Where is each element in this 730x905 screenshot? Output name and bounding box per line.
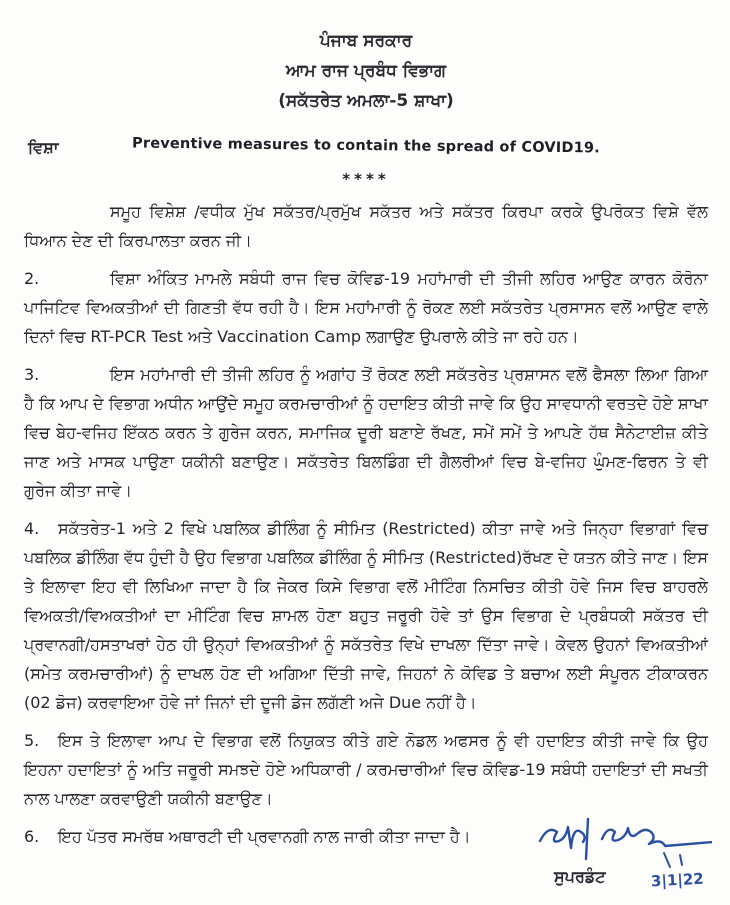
signature-title: ਸੁਪਰਡੰਟ <box>554 867 606 886</box>
paragraph-4 <box>24 514 708 717</box>
department-name: ਆਮ ਰਾਜ ਪ੍ਰਬੰਧ ਵਿਭਾਗ <box>286 61 446 81</box>
paragraph-2 <box>24 264 708 351</box>
subject-row <box>24 135 708 164</box>
paragraph-number: 6. <box>24 827 40 846</box>
paragraph-number: 2. <box>24 269 40 288</box>
paragraph-5 <box>24 726 708 813</box>
paragraph-1 <box>24 197 708 255</box>
paragraph-text: ਇਹ ਪੱਤਰ ਸਮਰੱਥ ਅਥਾਰਟੀ ਦੀ ਪ੍ਰਵਾਨਗੀ ਨਾਲ ਜਾਰੀ ਕੀਤਾ ਜਾਦਾ ਹੈ। <box>58 827 471 846</box>
subject-separator: **** <box>342 170 390 188</box>
subject-label: ਵਿਸ਼ਾ <box>28 138 59 157</box>
signature-block <box>512 809 712 893</box>
org-name: ਪੰਜਾਬ ਸਰਕਾਰ <box>319 31 413 51</box>
paragraph-text: ਇਸ ਤੇ ਇਲਾਵਾ ਆਪ ਦੇ ਵਿਭਾਗ ਵਲੋਂ ਨਿਯੁਕਤ ਕੀਤੇ ਗਏ ਨੋਡਲ ਅਫਸਰ ਨੂੰ ਵੀ ਹਦਾਇਤ ਕੀਤੀ ਜਾਵੇ ਕਿ ਉਹ ਇਹਨਾ ਹਦਾਇਤਾਂ ਨੂੰ ਅਤਿ ਜਰੂਰੀ ਸਮਝਦੇ ਹੋਏ ਅਧਿਕਾਰੀ / ਕਰਮਚਾਰੀਆਂ ਵਿਚ ਕੋਵਿਡ-19 ਸਬੰਧੀ ਹਦਾਇਤਾਂ ਦੀ ਸਖਤੀ ਨਾਲ ਪਾਲਣਾ ਕਰਵਾਉਣੀ ਯਕੀਨੀ ਬਣਾਉਣ। <box>24 731 708 808</box>
paragraph-number: 4. <box>24 519 40 538</box>
paragraph-text: ਸਮੂਹ ਵਿਸ਼ੇਸ਼ /ਵਧੀਕ ਮੁੱਖ ਸਕੱਤਰ/ਪ੍ਰਮੁੱਖ ਸਕੱਤਰ ਅਤੇ ਸਕੱਤਰ ਕਿਰਪਾ ਕਰਕੇ ਉਪਰੋਕਤ ਵਿਸ਼ੇ ਵੱਲ ਧਿਆਨ ਦੇਣ ਦੀ ਕਿਰਪਾਲਤਾ ਕਰਨ ਜੀ। <box>24 202 708 250</box>
paragraph-3 <box>24 360 708 505</box>
paragraph-number: 3. <box>24 365 40 384</box>
handwritten-signature-icon <box>522 809 712 871</box>
signature-date: 3|1|22 <box>650 869 705 891</box>
paragraph-text: ਇਸ ਮਹਾਂਮਾਰੀ ਦੀ ਤੀਜੀ ਲਹਿਰ ਨੂੰ ਅਗਾਂਹ ਤੋਂ ਰੋਕਣ ਲਈ ਸਕੱਤਰੇਤ ਪ੍ਰਸ਼ਾਸਨ ਵਲੋਂ ਫੈਸਲਾ ਲਿਆ ਗਿਆ ਹੈ ਕਿ ਆਪ ਦੇ ਵਿਭਾਗ ਅਧੀਨ ਆਉਂਦੇ ਸਮੂਹ ਕਰਮਚਾਰੀਆਂ ਨੂੰ ਹਦਾਇਤ ਕੀਤੀ ਜਾਵੇ ਕਿ ਉਹ ਸਾਵਧਾਨੀ ਵਰਤਦੇ ਹੋਏ ਸ਼ਾਖਾ ਵਿਚ ਬੇਹ-ਵਜਿਹ ਇੱਕਠ ਕਰਨ ਤੇ ਗੁਰੇਜ ਕਰਨ, ਸਮਾਜਿਕ ਦੂਰੀ ਬਣਾਏ ਰੱਖਣ, ਸਮੇਂ ਸਮੇਂ ਤੇ ਆਪਣੇ ਹੱਥ ਸੈਨੇਟਾਈਜ਼ ਕੀਤੇ ਜਾਣ ਅਤੇ ਮਾਸਕ ਪਾਉਣਾ ਯਕੀਨੀ ਬਣਾਉਣ। ਸਕੱਤਰੇਤ ਬਿਲਡਿੰਗ ਦੀ ਗੈਲਰੀਆਂ ਵਿਚ ਬੇ-ਵਜਿਹ ਘੁੰਮਣ-ਫਿਰਨ ਤੇ ਵੀ ਗੁਰੇਜ ਕੀਤਾ ਜਾਵੇ। <box>24 365 708 500</box>
subject-text: Preventive measures to contain the spread of COVID19. <box>131 135 601 157</box>
branch-name: (ਸਕੱਤਰੇਤ ਅਮਲਾ-5 ਸ਼ਾਖਾ) <box>278 91 454 111</box>
paragraph-number: 5. <box>24 731 40 750</box>
paragraph-text: ਸਕੱਤਰੇਤ-1 ਅਤੇ 2 ਵਿਖੇ ਪਬਲਿਕ ਡੀਲਿੰਗ ਨੂੰ ਸੀਮਿਤ (Restricted) ਕੀਤਾ ਜਾਵੇ ਅਤੇ ਜਿਨ੍ਹਾ ਵਿਭਾਗਾਂ ਵਿਚ ਪਬਲਿਕ ਡੀਲਿੰਗ ਵੱਧ ਹੁੰਦੀ ਹੈ ਉਹ ਵਿਭਾਗ ਪਬਲਿਕ ਡੀਲਿੰਗ ਨੂੰ ਸੀਮਿਤ (Restricted)ਰੱਖਣ ਦੇ ਯਤਨ ਕੀਤੇ ਜਾਣ। ਇਸ ਤੇ ਇਲਾਵਾ ਇਹ ਵੀ ਲਿਖਿਆ ਜਾਦਾ ਹੈ ਕਿ ਜੇਕਰ ਕਿਸੇ ਵਿਭਾਗ ਵਲੋਂ ਮੀਟਿੰਗ ਨਿਸਚਿਤ ਕੀਤੀ ਹੋਵੇ ਜਿਸ ਵਿਚ ਬਾਹਰਲੇ ਵਿਅਕਤੀ/ਵਿਅਕਤੀਆਂ ਦਾ ਮੀਟਿੰਗ ਵਿਚ ਸ਼ਾਮਲ ਹੋਣਾ ਬਹੁਤ ਜਰੂਰੀ ਹੋਵੇ ਤਾਂ ਉਸ ਵਿਭਾਗ ਦੇ ਪ੍ਰਬੰਧਕੀ ਸਕੱਤਰ ਦੀ ਪ੍ਰਵਾਨਗੀ/ਹਸਤਾਖਰਾਂ ਹੇਠ ਹੀ ਉਨ੍ਹਾਂ ਵਿਅਕਤੀਆਂ ਨੂੰ ਸਕੱਤਰੇਤ ਵਿਖੇ ਦਾਖਲਾ ਦਿੱਤਾ ਜਾਵੇ। ਕੇਵਲ ਉਹਨਾਂ ਵਿਅਕਤੀਆਂ (ਸਮੇਤ ਕਰਮਚਾਰੀਆਂ) ਨੂੰ ਦਾਖਲ ਹੋਣ ਦੀ ਅਗਿਆ ਦਿੱਤੀ ਜਾਵੇ, ਜਿਹਨਾਂ ਨੇ ਕੋਵਿਡ ਤੇ ਬਚਾਅ ਲਈ ਸੰਪੂਰਨ ਟੀਕਾਕਰਨ (02 ਡੋਜ) ਕਰਵਾਇਆ ਹੋਵੇ ਜਾਂ ਜਿਨਾਂ ਦੀ ਦੂਜੀ ਡੋਜ ਲਗੱਣੀ ਅਜੇ Due ਨਹੀਂ ਹੈ। <box>24 519 708 712</box>
paragraph-text: ਵਿਸ਼ਾ ਅੰਕਿਤ ਮਾਮਲੇ ਸਬੰਧੀ ਰਾਜ ਵਿਚ ਕੋਵਿਡ-19 ਮਹਾਂਮਾਰੀ ਦੀ ਤੀਜੀ ਲਹਿਰ ਆਉਣ ਕਾਰਨ ਕੋਰੋਨਾ ਪਾਜਿਟਿਵ ਵਿਅਕਤੀਆਂ ਦੀ ਗਿਣਤੀ ਵੱਧ ਰਹੀ ਹੈ। ਇਸ ਮਹਾਂਮਾਰੀ ਨੂੰ ਰੋਕਣ ਲਈ ਸਕੱਤਰੇਤ ਪ੍ਰਸਾਸਨ ਵਲੋਂ ਆਉਣ ਵਾਲੇ ਦਿਨਾਂ ਵਿਚ RT-PCR Test ਅਤੇ Vaccination Camp ਲਗਾਉਣ ਉਪਰਾਲੇ ਕੀਤੇ ਜਾ ਰਹੇ ਹਨ। <box>24 269 708 346</box>
letter-header <box>24 26 708 116</box>
